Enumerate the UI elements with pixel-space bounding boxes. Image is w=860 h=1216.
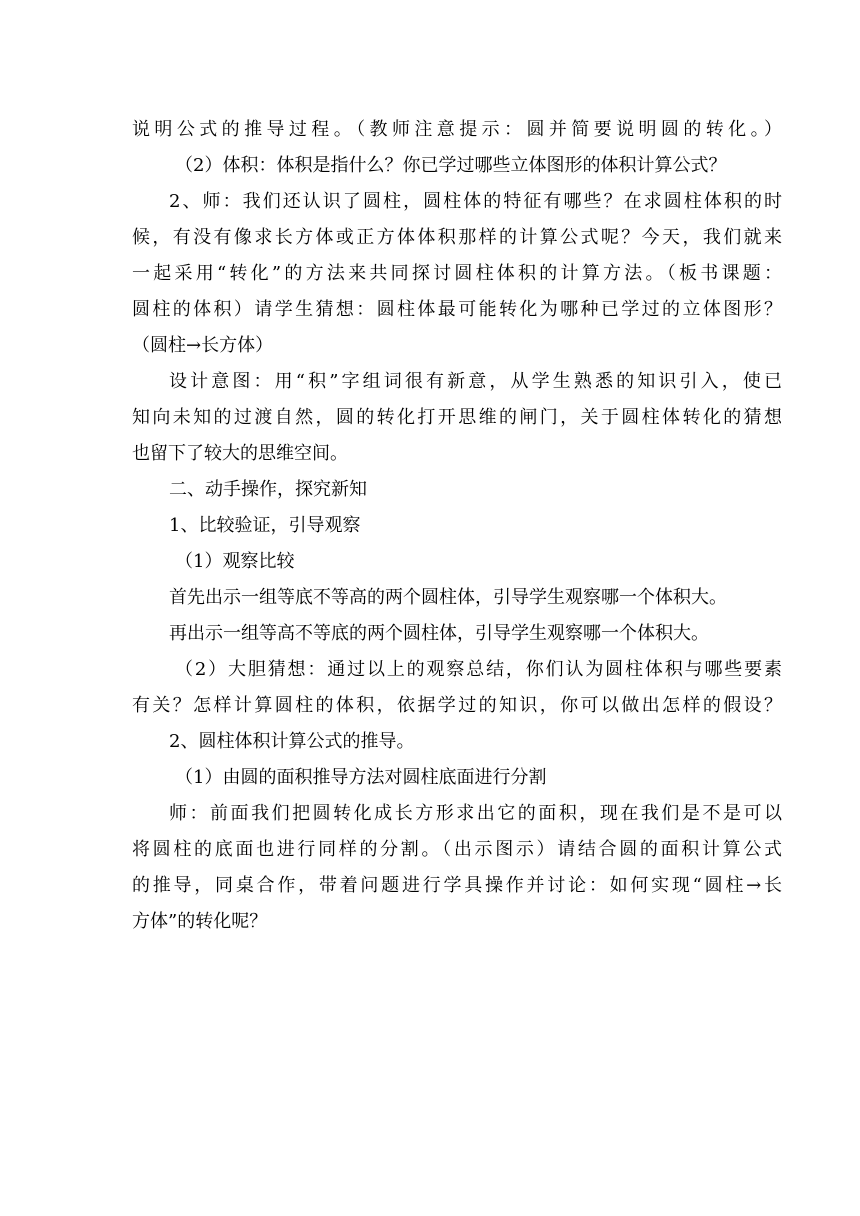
paragraph-line: 将圆柱的底面也进行同样的分割。（出示图示）请结合圆的面积计算公式 xyxy=(132,839,782,860)
paragraph-line: 一起采用“转化”的方法来共同探讨圆柱体积的计算方法。（板书课题： xyxy=(132,263,782,284)
section-heading: 二、动手操作，探究新知 xyxy=(169,479,367,500)
paragraph-line: 知向未知的过渡自然，圆的转化打开思维的闸门，关于圆柱体转化的猜想 xyxy=(132,407,782,428)
paragraph-line: 再出示一组等高不等底的两个圆柱体，引导学生观察哪一个体积大。 xyxy=(169,623,709,644)
paragraph-line: 师：前面我们把圆转化成长方形求出它的面积，现在我们是不是可以 xyxy=(169,803,782,824)
paragraph-line: 首先出示一组等底不等高的两个圆柱体，引导学生观察哪一个体积大。 xyxy=(169,587,727,608)
subsection-heading: 2、圆柱体积计算公式的推导。 xyxy=(169,731,415,752)
subsection-heading: （1）观察比较 xyxy=(175,551,295,572)
paragraph-line: 也留下了较大的思维空间。 xyxy=(132,443,348,464)
paragraph-line: （2）体积：体积是指什么？你已学过哪些立体图形的体积计算公式？ xyxy=(175,155,727,176)
paragraph-line: 方体”的转化呢？ xyxy=(132,911,268,932)
paragraph-line: 圆柱的体积）请学生猜想：圆柱体最可能转化为哪种已学过的立体图形？ xyxy=(132,299,782,320)
paragraph-line: 说明公式的推导过程。（教师注意提示：圆并简要说明圆的转化。） xyxy=(132,119,782,140)
paragraph-line: 的推导，同桌合作，带着问题进行学具操作并讨论：如何实现“圆柱→长 xyxy=(132,875,782,896)
subsection-heading: （1）由圆的面积推导方法对圆柱底面进行分割 xyxy=(175,767,547,788)
paragraph-line: 设计意图：用“积”字组词很有新意，从学生熟悉的知识引入，使已 xyxy=(169,371,782,392)
paragraph-line: 2、师：我们还认识了圆柱，圆柱体的特征有哪些？在求圆柱体积的时 xyxy=(169,191,782,212)
paragraph-line: 候，有没有像求长方体或正方体体积那样的计算公式呢？今天，我们就来 xyxy=(132,227,782,248)
paragraph-line: （2）大胆猜想：通过以上的观察总结，你们认为圆柱体积与哪些要素 xyxy=(175,659,782,680)
paragraph-line: 有关？怎样计算圆柱的体积，依据学过的知识，你可以做出怎样的假设？ xyxy=(132,695,782,716)
subsection-heading: 1、比较验证，引导观察 xyxy=(169,515,361,536)
document-body xyxy=(132,112,782,940)
paragraph-line: （圆柱→长方体） xyxy=(132,335,274,356)
